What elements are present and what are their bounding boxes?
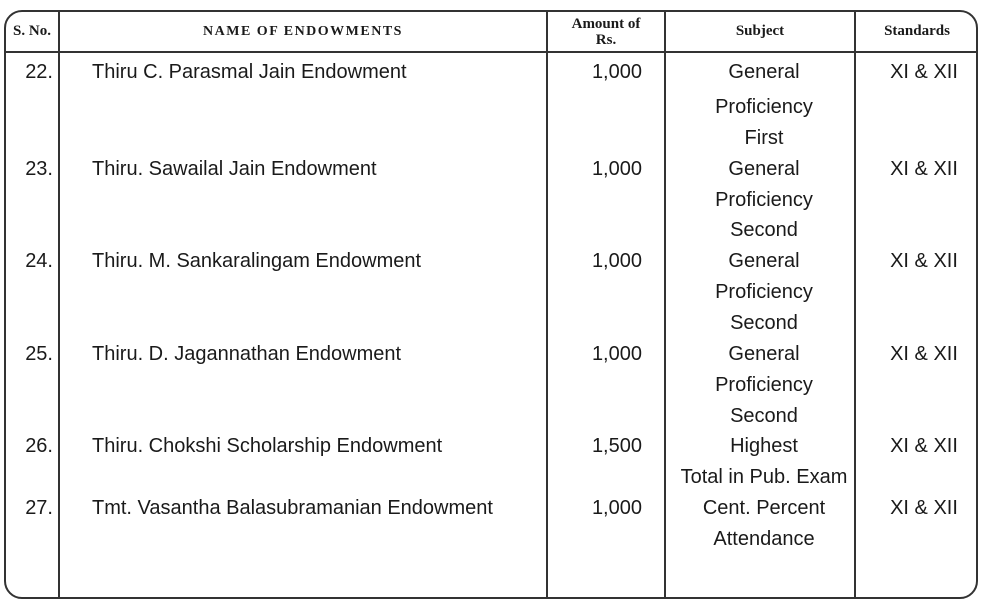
row-standards: XI & XII (890, 158, 958, 180)
header-divider (6, 51, 976, 53)
row-amount: 1,500 (591, 435, 642, 457)
row-amount: 1,000 (591, 497, 642, 519)
row-amount: 1,000 (591, 158, 642, 180)
row-standards: XI & XII (890, 61, 958, 83)
row-standards: XI & XII (890, 435, 958, 457)
row-sno: 24. (25, 250, 53, 272)
row-subject-line: General (728, 158, 800, 180)
row-amount: 1,000 (591, 250, 642, 272)
row-sno: 23. (25, 158, 53, 180)
row-subject-line: Proficiency (715, 96, 813, 118)
row-sno: 26. (25, 435, 53, 457)
row-endowment-name: Thiru C. Parasmal Jain Endowment (92, 61, 407, 83)
row-sno: 25. (25, 343, 53, 365)
row-subject-line: Proficiency (715, 374, 813, 396)
row-subject-line: Highest (730, 435, 798, 457)
row-subject-line: Second (730, 312, 798, 334)
header-name-of-endowments: NAME OF ENDOWMENTS (203, 24, 403, 39)
row-subject-line: Second (730, 219, 798, 241)
row-endowment-name: Thiru. M. Sankaralingam Endowment (92, 250, 422, 272)
row-amount: 1,000 (591, 61, 642, 83)
header-amount-line1: Amount of (571, 15, 641, 32)
header-amount-line2: Rs. (595, 31, 617, 48)
row-subject-line: Attendance (713, 528, 815, 550)
row-subject-line: General (728, 343, 800, 365)
row-subject-line: Total in Pub. Exam (680, 466, 848, 488)
row-subject-line: General (728, 61, 800, 83)
header-subject: Subject (735, 23, 785, 39)
endowments-table (4, 10, 978, 599)
header-amount (548, 12, 664, 51)
header-standards: Standards (884, 23, 950, 39)
row-standards: XI & XII (890, 343, 958, 365)
row-endowment-name: Tmt. Vasantha Balasubramanian Endowment (92, 497, 493, 519)
column-divider (58, 12, 60, 597)
row-sno: 22. (25, 61, 53, 83)
row-amount: 1,000 (591, 343, 642, 365)
row-standards: XI & XII (890, 497, 958, 519)
row-endowment-name: Thiru. Chokshi Scholarship Endowment (92, 435, 443, 457)
row-sno: 27. (25, 497, 53, 519)
row-subject-line: Second (730, 405, 798, 427)
header-sno: S. No. (13, 23, 51, 39)
row-subject-line: General (728, 250, 800, 272)
row-subject-line: Proficiency (715, 189, 813, 211)
row-subject-line: Proficiency (715, 281, 813, 303)
row-endowment-name: Thiru. Sawailal Jain Endowment (92, 158, 377, 180)
row-subject-line: First (744, 127, 784, 149)
row-endowment-name: Thiru. D. Jagannathan Endowment (92, 343, 402, 365)
row-subject-line: Cent. Percent (702, 497, 826, 519)
column-divider (664, 12, 666, 597)
row-standards: XI & XII (890, 250, 958, 272)
